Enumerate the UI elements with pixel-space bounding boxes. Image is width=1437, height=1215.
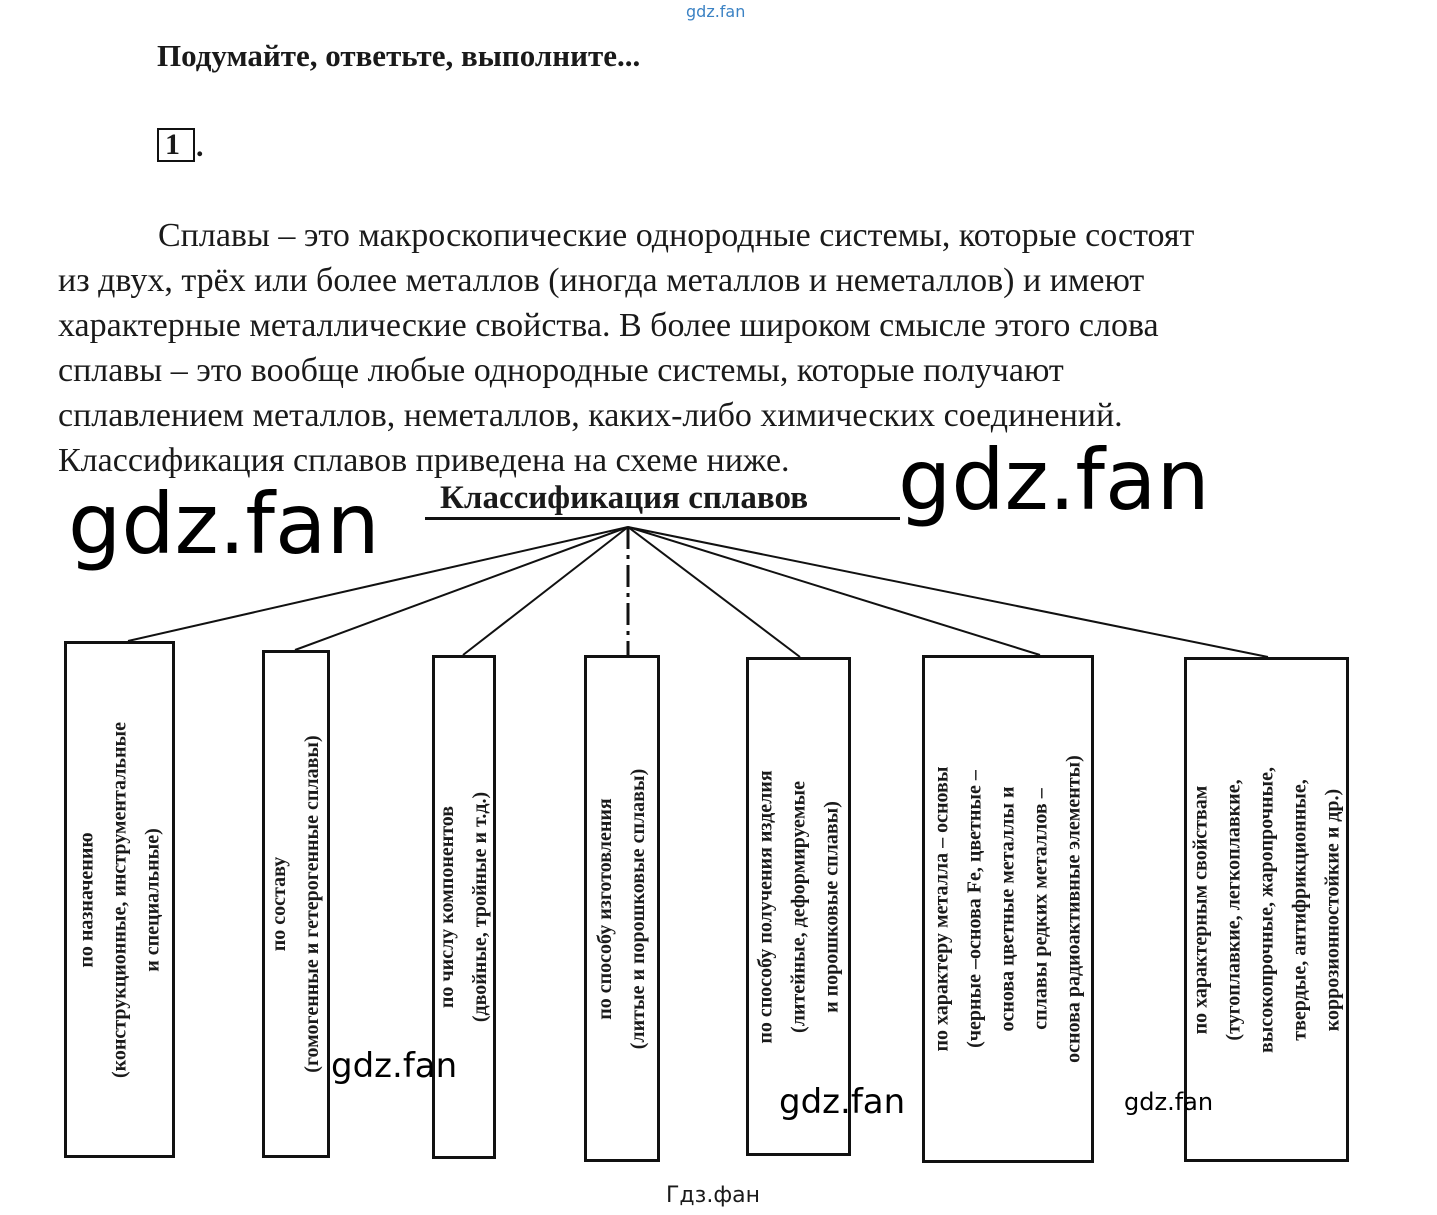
category-text: коррозионностойкие и др.) bbox=[1321, 788, 1343, 1031]
category-text: (литые и порошковые сплавы) bbox=[627, 768, 649, 1049]
category-text: по назначению bbox=[75, 831, 97, 968]
task-number-box: 1 bbox=[157, 128, 195, 162]
watermark-small: gdz.fan bbox=[779, 1082, 906, 1122]
watermark-small: gdz.fan bbox=[331, 1046, 458, 1086]
connector-line bbox=[628, 527, 1040, 655]
paragraph-line: характерные металлические свойства. В более широком смысле этого слова bbox=[58, 307, 1159, 344]
category-text: (тугоплавкие, легкоплавкие, bbox=[1222, 778, 1244, 1041]
category-text: по способу изготовления bbox=[594, 797, 616, 1020]
watermark-small: gdz.fan bbox=[1124, 1088, 1214, 1116]
category-text: и специальные) bbox=[141, 827, 163, 972]
watermark-top: gdz.fan bbox=[686, 2, 746, 21]
category-text: по числу компонентов bbox=[436, 805, 458, 1009]
task-number-dot: . bbox=[196, 130, 204, 163]
paragraph-line: Сплавы – это макроскопические однородные системы, которые состоят bbox=[158, 217, 1195, 254]
category-text: и порошковые сплавы) bbox=[820, 800, 842, 1013]
category-text: (двойные, тройные и т.д.) bbox=[469, 791, 491, 1023]
category-box-manufacturing bbox=[584, 655, 660, 1162]
category-text: высокопрочные, жаропрочные, bbox=[1255, 766, 1277, 1053]
scheme-title-underline bbox=[425, 517, 900, 520]
category-text: (гомогенные и гетерогенные сплавы) bbox=[301, 735, 323, 1073]
category-box-composition bbox=[262, 650, 330, 1158]
connector-line bbox=[628, 527, 800, 657]
watermark-large-left: gdz.fan bbox=[68, 475, 380, 573]
paragraph-line: сплавы – это вообще любые однородные системы, которые получают bbox=[58, 352, 1064, 389]
category-box-base-metal bbox=[922, 655, 1094, 1163]
paragraph-line: сплавлением металлов, неметаллов, каких-либо химических соединений. bbox=[58, 397, 1123, 434]
footer-watermark: Гдз.фан bbox=[666, 1183, 760, 1208]
page-heading: Подумайте, ответьте, выполните... bbox=[157, 38, 641, 73]
paragraph-line: Классификация сплавов приведена на схеме ниже. bbox=[58, 442, 790, 479]
watermark-large-right: gdz.fan bbox=[898, 431, 1210, 529]
category-box-purpose bbox=[64, 641, 175, 1158]
category-text: по характеру металла – основы bbox=[930, 766, 953, 1052]
scheme-title: Классификация сплавов bbox=[440, 480, 809, 516]
category-text: твердые, антифрикционные, bbox=[1288, 778, 1310, 1041]
category-text: основа радиоактивные элементы) bbox=[1062, 755, 1085, 1063]
category-text: сплавы редких металлов – bbox=[1029, 788, 1052, 1030]
category-text: основа цветные металлы и bbox=[996, 786, 1019, 1032]
category-text: (конструкционные, инструментальные bbox=[108, 721, 130, 1078]
category-text: по характерным свойствам bbox=[1189, 785, 1211, 1034]
category-text: (черные –основа Fe, цветные – bbox=[963, 770, 986, 1048]
paragraph-line: из двух, трёх или более металлов (иногда металлов и неметаллов) и имеют bbox=[58, 262, 1145, 299]
connector-line bbox=[628, 527, 1268, 657]
category-box-properties bbox=[1184, 657, 1349, 1162]
category-text: по способу получения изделия bbox=[754, 769, 776, 1044]
category-text: (литейные, деформируемые bbox=[787, 780, 809, 1033]
category-text: по составу bbox=[268, 856, 290, 952]
